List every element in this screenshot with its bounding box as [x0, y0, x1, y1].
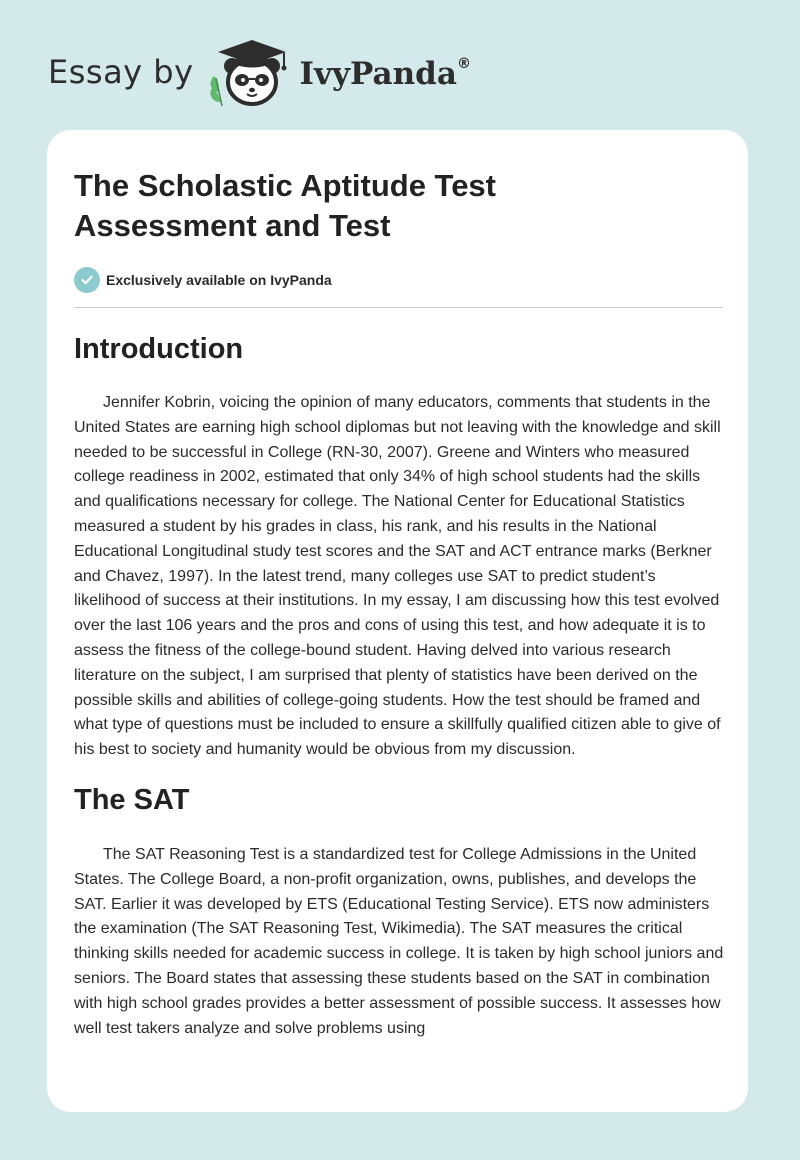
essay-title-line-1: The Scholastic Aptitude Test	[74, 168, 496, 203]
title-divider	[74, 307, 723, 308]
exclusive-label: Exclusively available on IvyPanda	[106, 272, 332, 288]
essay-title	[74, 166, 724, 246]
essay-title-line-2: Assessment and Test	[74, 208, 391, 243]
section-the-sat	[74, 783, 724, 1041]
brand-name	[299, 55, 471, 92]
site-header	[48, 32, 471, 112]
registered-mark: ®	[456, 55, 471, 72]
section-paragraph: The SAT Reasoning Test is a standardized test for College Admissions in the United States. The College Board, a non-profit organization, owns, publishes, and develops the SAT. Earlier it was developed by ETS (Educational Testing Service). ETS now administers the examination (The SAT Reasoning Test, Wikimedia). The SAT measures the critical thinking skills needed for academic success in college. It is taken by high school juniors and seniors. The Board states that assessing these students based on the SAT in combination with high school grades provides a better assessment of possible success. It assesses how well test takers analyze and solve problems using	[74, 845, 724, 1037]
section-heading: Introduction	[74, 333, 244, 365]
section-heading: The SAT	[74, 783, 190, 816]
essay-content	[74, 130, 724, 1041]
exclusive-badge	[74, 267, 724, 293]
section-introduction	[74, 332, 724, 763]
brand-name-text: IvyPanda	[299, 55, 457, 92]
check-circle-icon	[74, 267, 100, 293]
section-paragraph: Jennifer Kobrin, voicing the opinion of many educators, comments that students in the United States are earning high school diplomas but not leaving with the knowledge and skill needed to be successful in College (RN-30, 2007). Greene and Winters who measured college readiness in 2002, estimated that only 34% of high school students had the skills and qualifications necessary for college. The National Center for Educational Statistics measured a student by his grades in class, his rank, and his results in the National Educational Longitudinal study test scores and the SAT and ACT entrance marks (Berkner and Chavez, 1997). In the latest trend, many colleges use SAT to predict student’s likelihood of success at their institutions. In my essay, I am discussing how this test evolved over the last 106 years and the pros and cons of using this test, and how adequate it is to assess the fitness of the college-bound student. Having delved into various research literature on the subject, I am surprised that plenty of statistics have been derived on the possible skills and abilities of college-going students. How the test should be framed and what type of questions must be included to ensure a skillfully qualified citizen able to give of his best to society and humanity would be obvious from my discussion.	[74, 394, 721, 759]
essay-by-label: Essay by	[48, 53, 194, 91]
essay-card	[47, 130, 748, 1112]
panda-graduate-icon	[206, 32, 294, 112]
